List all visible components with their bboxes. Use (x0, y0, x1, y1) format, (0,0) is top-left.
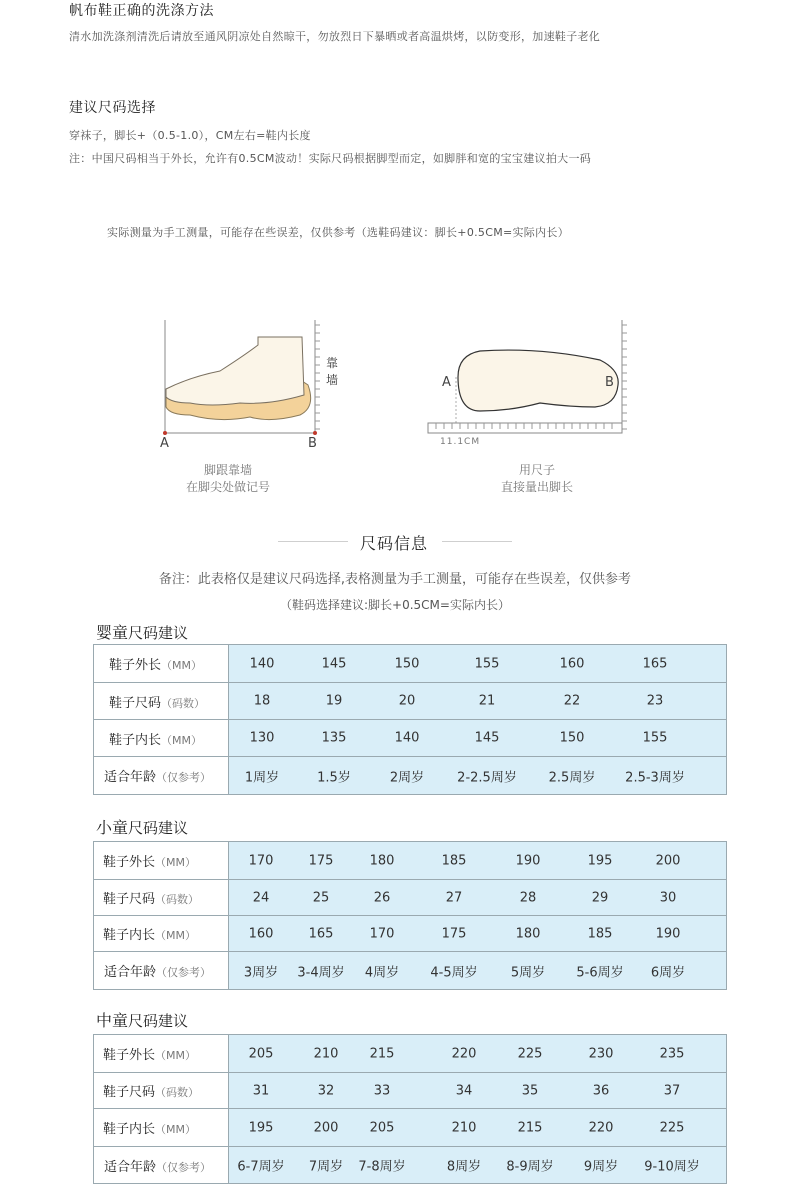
row-values-wrap (229, 917, 726, 951)
table-cell: 31 (252, 1083, 270, 1098)
title-rule-right (442, 541, 512, 542)
table-cell: 155 (642, 730, 668, 746)
row-shoe-size (94, 683, 727, 720)
table-cell: 25 (312, 890, 330, 905)
table-cell: 150 (394, 656, 420, 671)
row-outer-length (94, 1035, 727, 1073)
table-cell: 29 (591, 890, 609, 905)
row-values (229, 757, 727, 795)
row-header (94, 842, 229, 880)
row-header-unit: （MM） (161, 659, 202, 672)
left-point-a: A (160, 436, 169, 451)
ruler-diagram (420, 315, 635, 445)
table-cell: 145 (321, 656, 347, 671)
table-cell: 22 (563, 693, 581, 709)
row-header (94, 645, 229, 683)
table-cell: 205 (369, 1120, 395, 1135)
row-values (229, 645, 727, 683)
table-cell: 2周岁 (389, 770, 425, 785)
table-infant (93, 644, 727, 795)
row-header-label: 适合年龄 (104, 965, 157, 980)
table-small-title (96, 815, 188, 838)
table-cell: 140 (249, 656, 275, 671)
size-info-note-2: （鞋码选择建议:脚长+0.5CM=实际内长） (280, 598, 510, 612)
table-cell: 26 (373, 890, 391, 905)
left-caption-1: 脚跟靠墙 (203, 463, 252, 477)
table-cell: 6-7周岁 (237, 1159, 285, 1175)
table-small (93, 841, 727, 990)
table-cell: 6周岁 (650, 965, 686, 980)
right-point-b: B (605, 375, 614, 390)
table-cell: 5周岁 (510, 965, 546, 980)
table-cell: 4周岁 (364, 965, 400, 980)
table-cell: 19 (325, 693, 343, 709)
table-small-title-main: 小童 (96, 818, 129, 837)
right-caption-1: 用尺子 (518, 463, 555, 477)
table-cell: 9周岁 (583, 1159, 619, 1175)
row-values (229, 1035, 727, 1073)
washing-title: 帆布鞋正确的洗涤方法 (69, 3, 214, 19)
table-cell: 8-9周岁 (506, 1159, 554, 1175)
table-cell: 175 (308, 853, 334, 868)
row-header-unit: （MM） (155, 1049, 196, 1062)
table-cell: 205 (248, 1046, 274, 1061)
table-cell: 185 (587, 926, 613, 941)
row-values-wrap (229, 1110, 726, 1146)
row-header-unit: （MM） (155, 929, 196, 942)
table-cell: 210 (451, 1120, 477, 1135)
table-cell: 35 (521, 1083, 539, 1098)
table-middle-title-main: 中童 (96, 1011, 129, 1030)
row-header-label: 适合年龄 (104, 1159, 157, 1175)
size-info-note: 备注：此表格仅是建议尺码选择,表格测量为手工测量，可能存在些误差，仅供参考 (158, 572, 632, 587)
row-values-wrap (229, 1148, 726, 1183)
table-cell: 165 (308, 926, 334, 941)
row-header (94, 1073, 229, 1109)
table-cell: 180 (369, 853, 395, 868)
row-header-label: 鞋子尺码 (109, 695, 162, 711)
row-header-label: 适合年龄 (104, 770, 157, 785)
row-header-unit: （码数） (155, 1086, 200, 1099)
row-header-label: 鞋子尺码 (103, 1085, 156, 1100)
row-values (229, 1073, 727, 1109)
table-cell: 210 (313, 1046, 339, 1061)
title-rule-left (278, 541, 348, 542)
table-cell: 1.5岁 (317, 770, 351, 785)
table-cell: 7周岁 (308, 1159, 344, 1175)
table-cell: 215 (369, 1046, 395, 1061)
row-inner-length (94, 720, 727, 757)
row-header (94, 880, 229, 916)
row-values (229, 1147, 727, 1184)
table-infant-title-sub: 尺码建议 (128, 624, 189, 642)
row-header-label: 鞋子内长 (103, 1122, 156, 1137)
row-header-label: 鞋子尺码 (103, 892, 156, 907)
row-values (229, 720, 727, 757)
table-infant-title-main: 婴童 (96, 623, 129, 642)
table-cell: 7-8周岁 (358, 1159, 406, 1175)
wall-label: 靠墙 (326, 356, 339, 387)
table-cell: 32 (317, 1083, 335, 1098)
size-info-title: 尺码信息 (360, 534, 429, 553)
row-suitable-age (94, 757, 727, 795)
table-infant-title (96, 620, 188, 643)
row-header-unit: （仅参考） (156, 1160, 212, 1174)
table-cell: 140 (394, 730, 420, 746)
row-values-wrap (229, 881, 726, 915)
row-header-label: 鞋子外长 (103, 855, 156, 870)
table-cell: 36 (592, 1083, 610, 1098)
left-point-b: B (308, 436, 317, 451)
table-middle (93, 1034, 727, 1184)
table-cell: 8周岁 (446, 1159, 482, 1175)
row-values (229, 916, 727, 952)
table-cell: 3-4周岁 (297, 965, 345, 980)
row-shoe-size (94, 880, 727, 916)
advice-line-2: 注：中国尺码相当于外长，允许有0.5CM波动！实际尺码根据脚型而定，如脚胖和宽的宝宝建议拍大一码 (69, 152, 592, 165)
row-values (229, 842, 727, 880)
table-middle-title (96, 1008, 188, 1031)
table-cell: 18 (253, 693, 271, 709)
table-cell: 160 (248, 926, 274, 941)
row-values (229, 1109, 727, 1147)
row-values-wrap (229, 646, 726, 682)
table-cell: 27 (445, 890, 463, 905)
table-cell: 2.5周岁 (548, 770, 596, 785)
table-cell: 185 (441, 853, 467, 868)
table-cell: 225 (517, 1046, 543, 1061)
row-header-unit: （仅参考） (156, 966, 212, 979)
table-cell: 170 (369, 926, 395, 941)
table-cell: 230 (588, 1046, 614, 1061)
row-header (94, 916, 229, 952)
row-header (94, 952, 229, 990)
row-header (94, 683, 229, 720)
table-cell: 24 (252, 890, 270, 905)
row-header-label: 鞋子外长 (103, 1048, 156, 1063)
table-cell: 34 (455, 1083, 473, 1098)
foot-wall-diagram (150, 315, 340, 455)
table-cell: 150 (559, 730, 585, 746)
table-cell: 160 (559, 656, 585, 671)
table-cell: 165 (642, 656, 668, 671)
row-values-wrap (229, 953, 726, 989)
table-middle-title-sub: 尺码建议 (128, 1012, 189, 1030)
table-cell: 5-6周岁 (576, 965, 624, 980)
row-values (229, 683, 727, 720)
row-inner-length (94, 916, 727, 952)
left-caption-2: 在脚尖处做记号 (185, 480, 270, 494)
table-cell: 220 (451, 1046, 477, 1061)
table-cell: 2-2.5周岁 (457, 770, 517, 785)
ruler-text: 11.1CM (440, 437, 481, 447)
table-cell: 135 (321, 730, 347, 746)
row-values-wrap (229, 721, 726, 756)
row-outer-length (94, 842, 727, 880)
row-header (94, 1109, 229, 1147)
table-cell: 23 (646, 693, 664, 709)
table-cell: 200 (655, 853, 681, 868)
row-header (94, 1035, 229, 1073)
row-header-unit: （仅参考） (156, 771, 212, 784)
washing-text: 清水加洗涤剂清洗后请放至通风阴凉处自然晾干，勿放烈日下暴晒或者高温烘烤，以防变形，加速鞋子老化 (69, 30, 601, 43)
table-cell: 9-10周岁 (644, 1159, 700, 1175)
row-values (229, 880, 727, 916)
row-values (229, 952, 727, 990)
row-values-wrap (229, 1036, 726, 1072)
row-suitable-age (94, 952, 727, 990)
table-cell: 220 (588, 1120, 614, 1135)
row-header-unit: （码数） (161, 696, 206, 710)
table-cell: 155 (474, 656, 500, 671)
row-header-unit: （码数） (155, 893, 200, 906)
row-values-wrap (229, 758, 726, 794)
table-cell: 235 (659, 1046, 685, 1061)
row-header-unit: （MM） (155, 856, 196, 869)
row-header-unit: （MM） (155, 1123, 196, 1136)
row-header-unit: （MM） (161, 733, 202, 747)
table-cell: 190 (655, 926, 681, 941)
row-header (94, 720, 229, 757)
row-outer-length (94, 645, 727, 683)
table-cell: 190 (515, 853, 541, 868)
row-header-label: 鞋子外长 (109, 658, 162, 673)
table-cell: 20 (398, 693, 416, 709)
row-header (94, 757, 229, 795)
table-cell: 195 (587, 853, 613, 868)
table-cell: 200 (313, 1120, 339, 1135)
table-cell: 3周岁 (243, 965, 279, 980)
table-cell: 4-5周岁 (430, 965, 478, 980)
row-header-label: 鞋子内长 (109, 732, 162, 748)
table-cell: 130 (249, 730, 275, 746)
table-cell: 30 (659, 890, 677, 905)
table-cell: 28 (519, 890, 537, 905)
table-cell: 1周岁 (244, 770, 280, 785)
table-cell: 195 (248, 1120, 274, 1135)
right-point-a: A (442, 375, 451, 390)
advice-line-3: 实际测量为手工测量，可能存在些误差，仅供参考（选鞋码建议：脚长+0.5CM=实际内长） (107, 226, 569, 239)
table-cell: 21 (478, 693, 496, 709)
row-values-wrap (229, 1074, 726, 1108)
table-cell: 37 (663, 1083, 681, 1098)
row-suitable-age (94, 1147, 727, 1184)
table-cell: 170 (248, 853, 274, 868)
row-header-label: 鞋子内长 (103, 928, 156, 943)
table-cell: 180 (515, 926, 541, 941)
table-cell: 33 (373, 1083, 391, 1098)
row-values-wrap (229, 843, 726, 879)
table-cell: 175 (441, 926, 467, 941)
row-values-wrap (229, 684, 726, 719)
row-inner-length (94, 1109, 727, 1147)
table-cell: 225 (659, 1120, 685, 1135)
table-cell: 145 (474, 730, 500, 746)
table-cell: 2.5-3周岁 (625, 770, 685, 785)
advice-line-1: 穿袜子，脚长+（0.5-1.0），CM左右=鞋内长度 (69, 129, 311, 142)
row-header (94, 1147, 229, 1184)
row-shoe-size (94, 1073, 727, 1109)
table-cell: 215 (517, 1120, 543, 1135)
right-caption-2: 直接量出脚长 (500, 480, 573, 494)
advice-title: 建议尺码选择 (69, 100, 156, 116)
table-small-title-sub: 尺码建议 (128, 819, 189, 837)
